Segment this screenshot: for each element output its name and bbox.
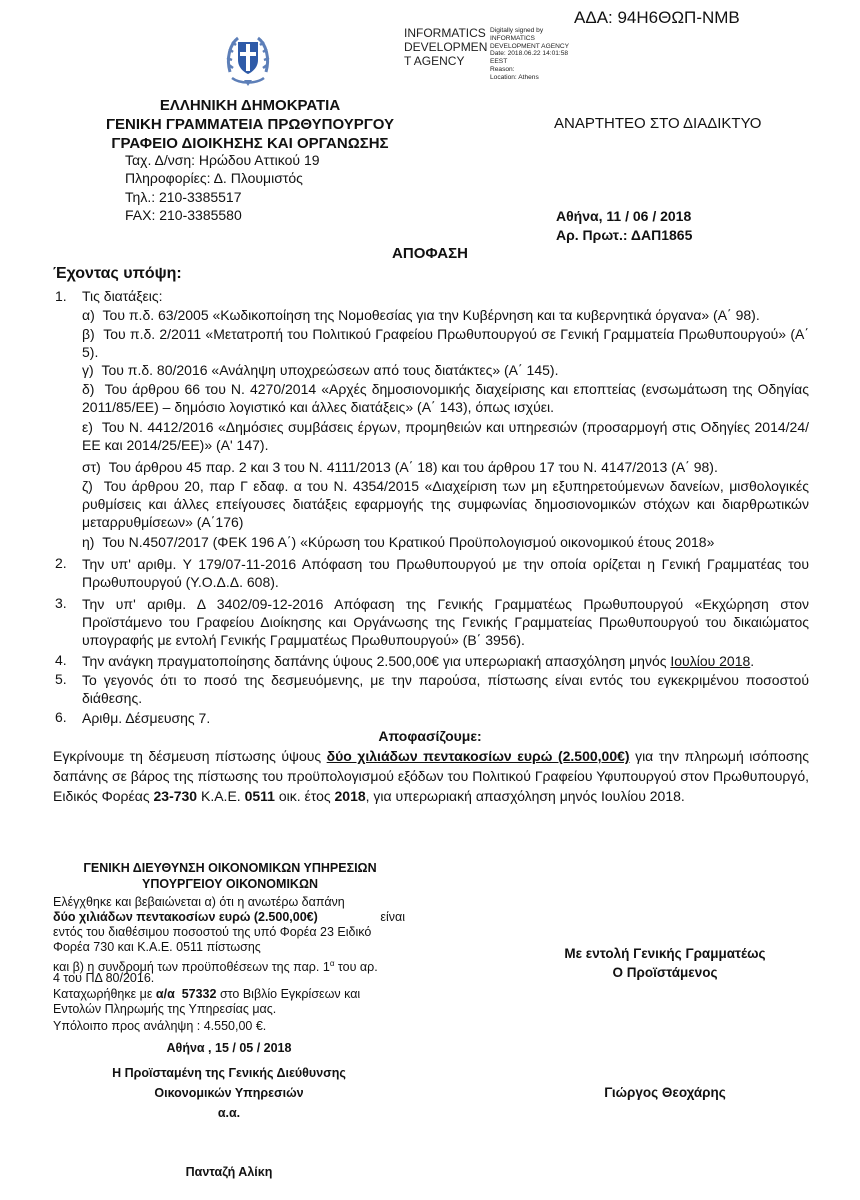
point-number: 1. (55, 288, 67, 304)
point-text-part: Την ανάγκη πραγματοποίησης δαπάνης ύψους 2.500,00€ για υπερωριακή απασχόληση μηνός (82, 653, 671, 669)
signature-detail-line: INFORMATICS (490, 34, 535, 42)
signature-detail-line: DEVELOPMENT AGENCY (490, 42, 570, 50)
provision-item (82, 361, 809, 379)
finance-signer-name: Πανταζή Αλίκη (185, 1165, 273, 1179)
signature-detail-line: Date: 2018.06.22 14:01:58 (490, 50, 569, 58)
provision-label: ζ) (82, 478, 93, 494)
provision-text: Του Ν.4507/2017 (ΦΕΚ 196 Α΄) «Κύρωση του Κρατικού Προϋπολογισμού οικονομικού έτους 2018» (102, 534, 715, 550)
signature-org-line: INFORMATICS (404, 26, 486, 40)
decision-foreas: 23-730 (153, 788, 198, 804)
finance-registration-line (53, 987, 405, 1002)
point-text: Το γεγονός ότι το ποσό της δεσμευόμενης, με την παρούσα, πίστωσης είναι εντός του εγκεκριμένου ποσοστού διάθεσης. (82, 672, 809, 706)
provision-label: η) (82, 534, 95, 550)
finance-condition-line: 4 του ΠΔ 80/2016. (53, 971, 155, 985)
signature-org-line: T AGENCY (404, 54, 465, 68)
signature-details (490, 27, 630, 82)
signature-authority-line: Με εντολή Γενικής Γραμματέως (564, 946, 766, 961)
contact-info-person: Πληροφορίες: Δ. Πλουμιστός (125, 170, 303, 186)
provision-text: Του άρθρου 45 παρ. 2 και 3 του Ν. 4111/2013 (Α΄ 18) και του άρθρου 17 του Ν. 4147/2013 (Α΄ 98). (108, 459, 718, 475)
point-number: 3. (55, 595, 67, 611)
point-text (82, 652, 809, 670)
finance-aa: α.α. (217, 1106, 241, 1120)
finance-within-line: Φορέα 730 και Κ.Α.Ε. 0511 πίστωσης (53, 940, 261, 954)
document-date: Αθήνα, 11 / 06 / 2018 (556, 208, 692, 224)
finance-text: είναι (380, 910, 405, 924)
point-text: Την υπ' αριθμ. Δ 3402/09-12-2016 Απόφαση της Γενικής Γραμματέως Πρωθυπουργού «Εκχώρηση στον Προϊστάμενο του Γραφείου Διοίκησης και Οργάνωσης της Γενικής Γραμματείας Πρωθυπουργού του δικαιώματος υπογραφής με εντολή Γενικής Γραμματέως Πρωθυπουργού» (Β΄ 3956). (82, 596, 809, 648)
signature-detail-line: Digitally signed by (490, 27, 544, 34)
finance-checked-line: Ελέγχθηκε και βεβαιώνεται α) ότι η ανωτέρω δαπάνη (53, 895, 345, 909)
provision-text: Του άρθρου 20, παρ Γ εδαφ. α του Ν. 4354/2015 «Διαχείριση των μη εξυπηρετούμενων δανείων, μισθολογικές ρυθμίσεις και άλλες επείγουσες διατάξεις εφαρμογής της συμφωνίας δημοσιονομικών στόχων και διαρθρωτικών μεταρρυθμίσεων» (Α΄176) (82, 478, 809, 530)
finance-date: Αθήνα , 15 / 05 / 2018 (166, 1041, 292, 1055)
provision-item (82, 325, 809, 361)
point-number: 5. (55, 671, 67, 687)
provision-label: ε) (82, 419, 93, 435)
considering-heading: Έχοντας υπόψη: (53, 265, 182, 282)
finance-amount: δύο χιλιάδων πεντακοσίων ευρώ (2.500,00€) (53, 910, 318, 924)
signature-organization (404, 26, 490, 68)
finance-registration-number: 57332 (181, 987, 217, 1001)
decision-text: οικ. έτος (274, 788, 335, 804)
issuer-line: ΓΡΑΦΕΙΟ ΔΙΟΙΚΗΣΗΣ ΚΑΙ ΟΡΓΑΝΩΣΗΣ (111, 135, 389, 152)
finance-text: και β) η συνδρομή των προϋποθέσεων της παρ. 1 (53, 960, 330, 975)
decision-paragraph (53, 746, 809, 806)
contact-fax: FAX: 210-3385580 (125, 207, 242, 223)
finance-aa-label: α/α (155, 987, 175, 1001)
issuer-header (80, 96, 420, 153)
finance-head-title: Οικονομικών Υπηρεσιών (154, 1086, 304, 1100)
finance-directorate-title (40, 860, 420, 892)
signature-role: Ο Προϊστάμενος (612, 965, 718, 980)
contact-phone: Τηλ.: 210-3385517 (125, 189, 242, 205)
provision-item (82, 306, 809, 324)
provision-label: δ) (82, 381, 95, 397)
point-text: Αριθμ. Δέσμευσης 7. (82, 710, 211, 726)
provision-label: γ) (82, 362, 94, 378)
finance-amount-line (53, 910, 405, 925)
point-number: 2. (55, 555, 67, 571)
provision-item (82, 418, 809, 454)
provision-item (82, 380, 809, 416)
posting-notice: ΑΝΑΡΤΗΤΕΟ ΣΤΟ ΔΙΑΔΙΚΤΥΟ (554, 115, 762, 132)
point-text: Την υπ' αριθμ. Υ 179/07-11-2016 Απόφαση του Πρωθυπουργού με την οποία ορίζεται η Γενική Γραμματέας του Πρωθυπουργού (Υ.Ο.Δ.Δ. 608). (82, 556, 809, 590)
signature-detail-line: EEST (490, 58, 508, 66)
point-number: 4. (55, 652, 67, 668)
provision-label: στ) (82, 459, 101, 475)
finance-within-line: εντός του διαθέσιμου ποσοστού της υπό Φορέα 23 Ειδικό (53, 925, 372, 939)
point-number: 6. (55, 709, 67, 725)
point-text-part: . (750, 653, 755, 669)
provisions-intro: Τις διατάξεις: (82, 288, 163, 304)
finance-superscript: α (329, 959, 335, 968)
finance-head-title: Η Προϊσταμένη της Γενικής Διεύθυνσης (112, 1066, 346, 1080)
signer-name: Γιώργος Θεοχάρης (604, 1085, 726, 1100)
ada-code: ΑΔΑ: 94Η6ΘΩΠ-ΝΜΒ (574, 8, 740, 27)
finance-text: στο Βιβλίο Εγκρίσεων και (216, 987, 361, 1001)
underlined-month: Ιουλίου 2018 (670, 653, 751, 669)
document-title: ΑΠΟΦΑΣΗ (392, 245, 468, 262)
signature-detail-line: Location: Athens (490, 73, 539, 81)
contact-address: Ταχ. Δ/νση: Ηρώδου Αττικού 19 (125, 152, 320, 168)
finance-text: Καταχωρήθηκε με (53, 987, 156, 1001)
finance-title-line: ΥΠΟΥΡΓΕΙΟΥ ΟΙΚΟΝΟΜΙΚΩΝ (141, 877, 318, 891)
provision-item (82, 533, 809, 551)
provision-label: β) (82, 326, 95, 342)
decision-text: για την πληρωμή ισόποσης δαπάνης σε βάρος της πίστωσης του προϋπολογισμού εξόδων του Πολιτικού Γραφείου Υφυπουργού στον Πρωθυπουργό, Ειδικός Φορέας (53, 748, 809, 804)
finance-text: του αρ. (334, 960, 378, 975)
provision-text: Του άρθρου 66 του Ν. 4270/2014 «Αρχές δημοσιονομικής διαχείρισης και εποπτείας (ενσωμάτωση της Οδηγίας 2011/85/ΕΕ) – δημόσιο λογιστικό και άλλες διατάξεις» (Α΄ 143), όπως ισχύει. (82, 381, 810, 415)
issuer-line: ΕΛΛΗΝΙΚΗ ΔΗΜΟΚΡΑΤΙΑ (159, 97, 341, 114)
provision-text: Του π.δ. 63/2005 «Κωδικοποίηση της Νομοθεσίας για την Κυβέρνηση και τα κυβερνητικά όργανα» (Α΄ 98). (102, 307, 760, 323)
digital-signature-stamp (404, 26, 624, 80)
finance-balance: Υπόλοιπο προς ανάληψη : 4.550,00 €. (53, 1019, 267, 1033)
coat-of-arms-emblem (224, 30, 272, 88)
signature-detail-line: Reason: (490, 65, 515, 73)
decision-heading: Αποφασίζουμε: (378, 728, 482, 744)
provision-text: Του π.δ. 2/2011 «Μετατροπή του Πολιτικού Γραφείου Πρωθυπουργού σε Γενική Γραμματεία Πρωθυπουργού» (Α΄ 5). (82, 326, 809, 360)
protocol-number: Αρ. Πρωτ.: ΔΑΠ1865 (556, 227, 693, 243)
decision-text: Κ.Α.Ε. (197, 788, 245, 804)
decision-kae: 0511 (244, 788, 275, 804)
finance-title-line: ΓΕΝΙΚΗ ΔΙΕΥΘΥΝΣΗ ΟΙΚΟΝΟΜΙΚΩΝ ΥΠΗΡΕΣΙΩΝ (83, 861, 377, 875)
decision-amount: δύο χιλιάδων πεντακοσίων ευρώ (2.500,00€) (326, 748, 630, 764)
provision-text: Του π.δ. 80/2016 «Ανάληψη υποχρεώσεων από τους διατάκτες» (Α΄ 145). (101, 362, 559, 378)
provision-item (82, 458, 809, 476)
decision-text: Εγκρίνουμε τη δέσμευση πίστωσης ύψους (53, 748, 327, 764)
decision-text: , για υπερωριακή απασχόληση μηνός Ιουλίου 2018. (365, 788, 685, 804)
finance-registration-line: Εντολών Πληρωμής της Υπηρεσίας μας. (53, 1002, 277, 1016)
signature-org-line: DEVELOPMEN (404, 40, 488, 54)
decision-year: 2018 (334, 788, 366, 804)
provision-text: Του Ν. 4412/2016 «Δημόσιες συμβάσεις έργων, προμηθειών και υπηρεσιών (προσαρμογή στις Οδηγίες 2014/24/ΕΕ και 2014/25/ΕΕ)» (Α' 147). (82, 419, 810, 453)
provision-label: α) (82, 307, 95, 323)
provision-item (82, 477, 809, 531)
issuer-line: ΓΕΝΙΚΗ ΓΡΑΜΜΑΤΕΙΑ ΠΡΩΘΥΠΟΥΡΓΟΥ (106, 116, 394, 133)
